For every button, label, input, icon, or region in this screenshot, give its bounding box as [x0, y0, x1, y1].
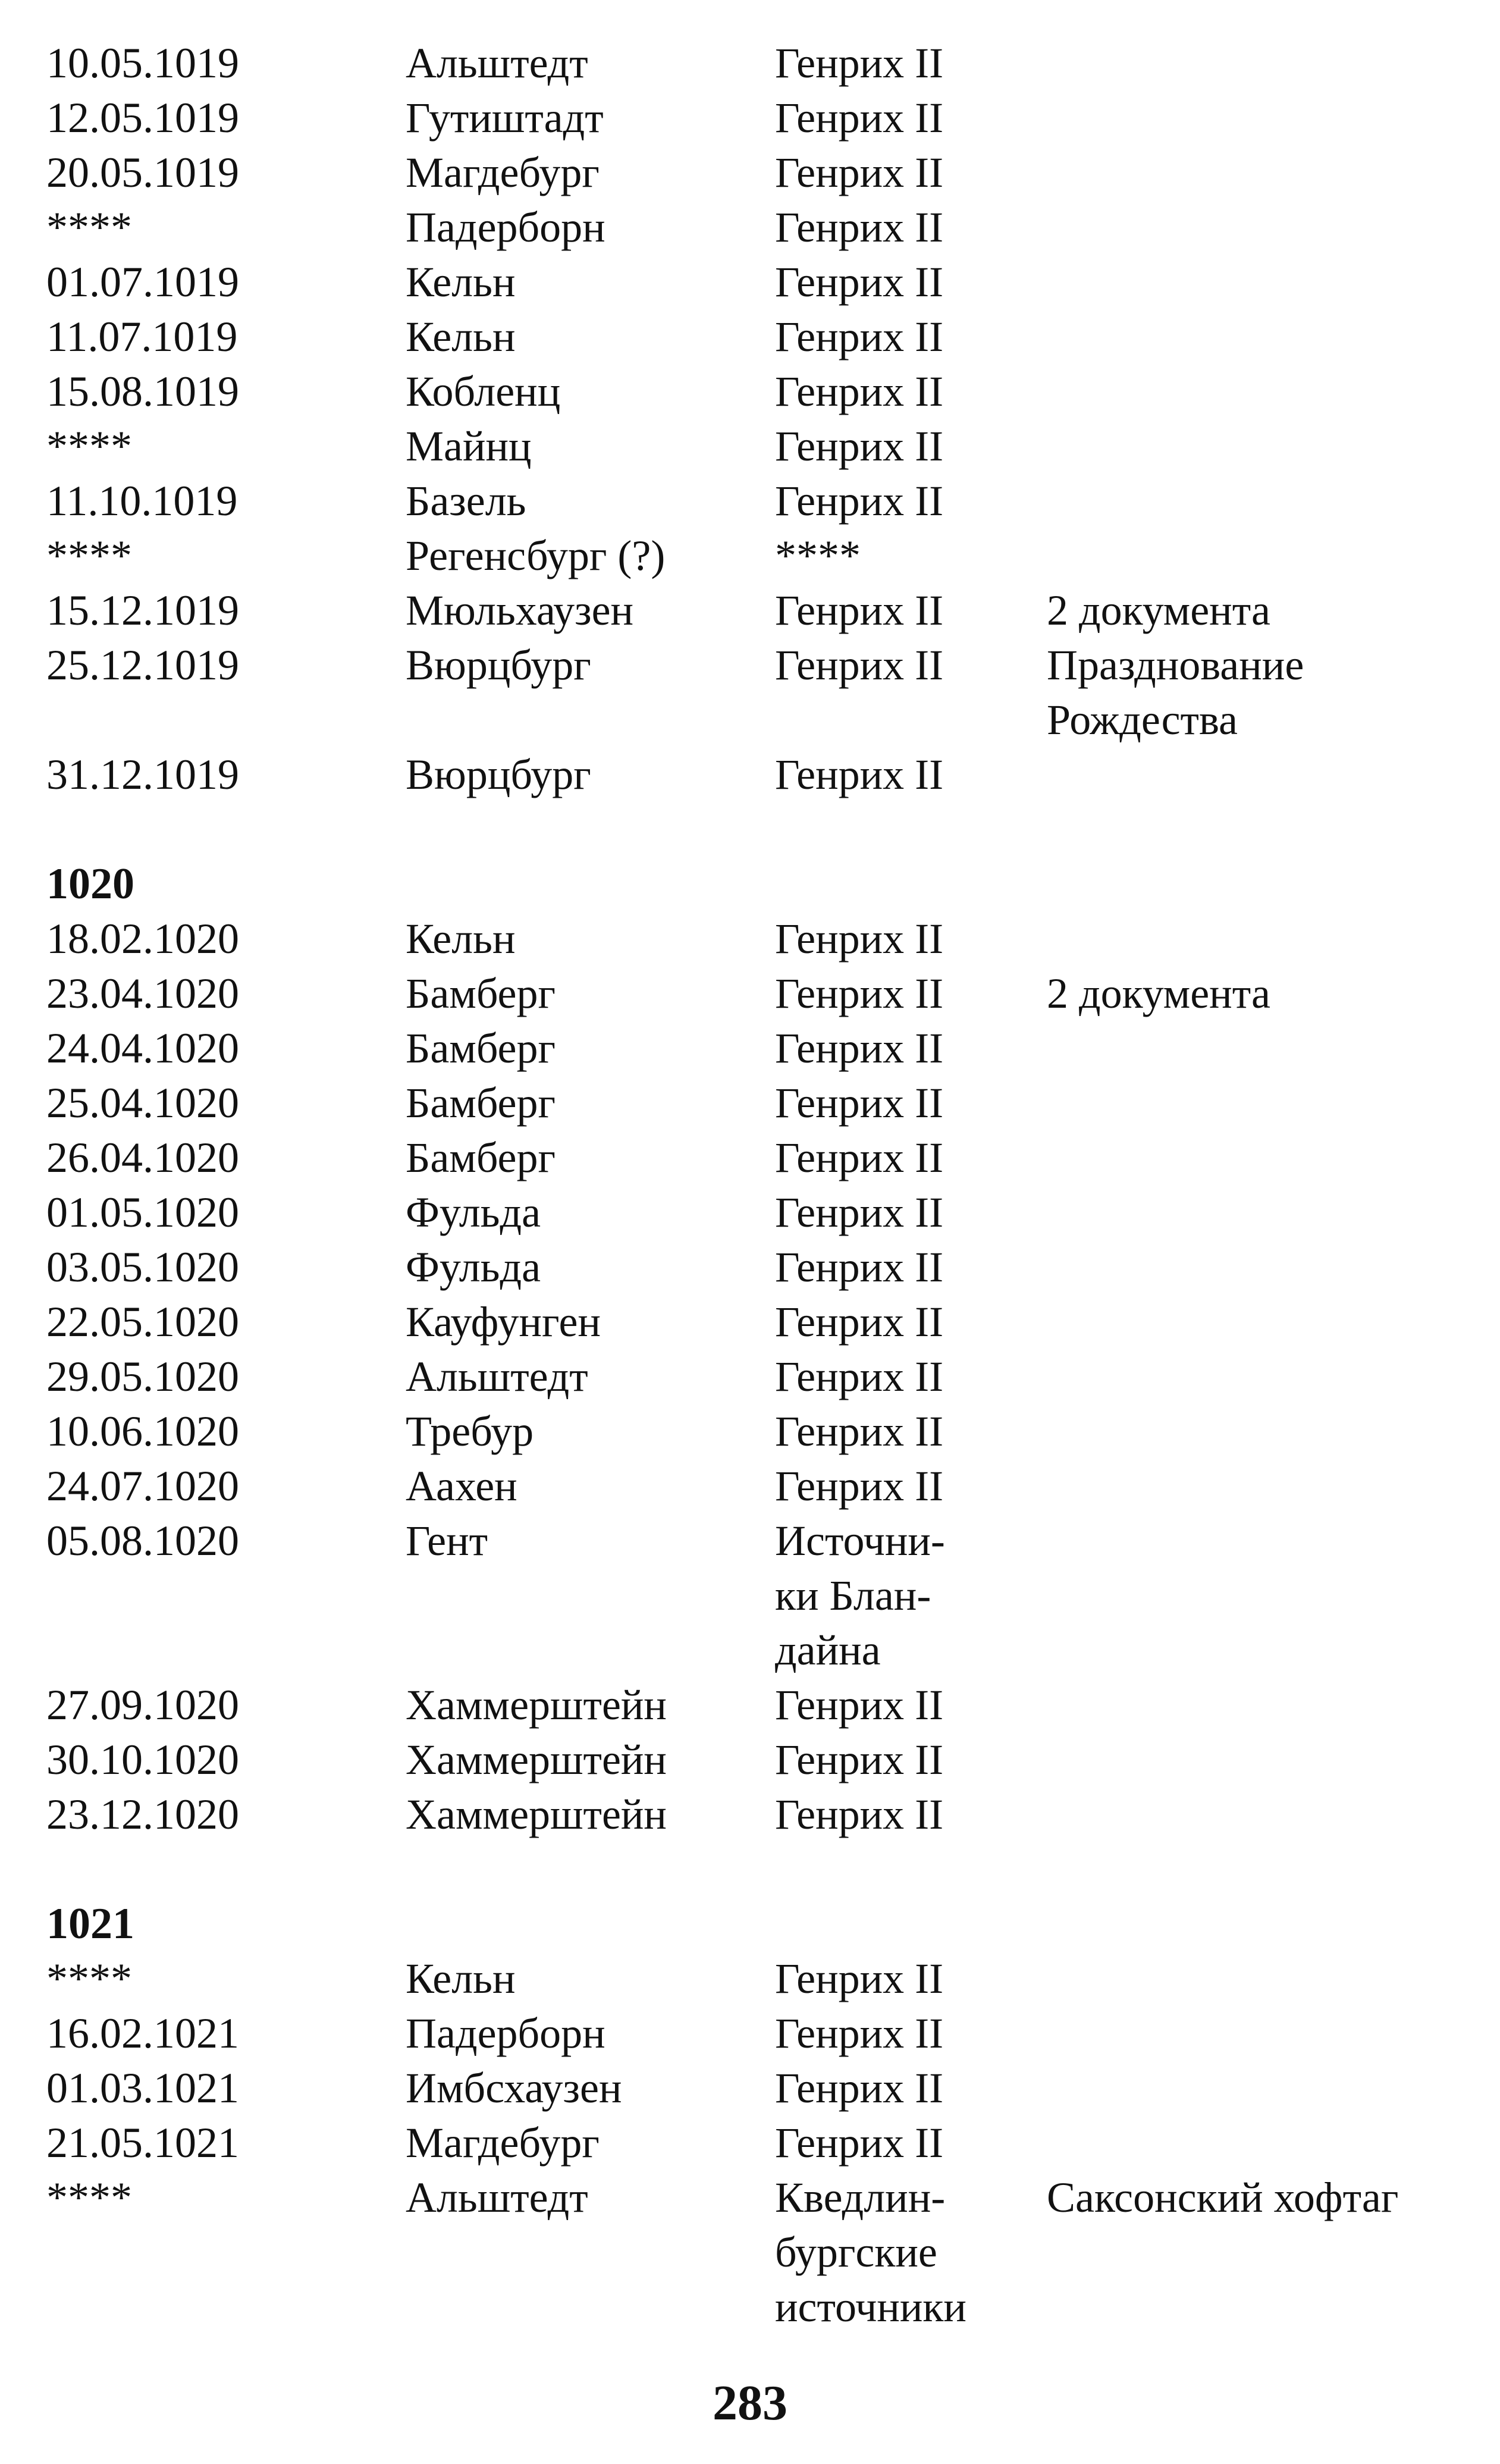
row-date: 10.06.1020 [46, 1407, 239, 1455]
row-source: Генрих II [775, 477, 944, 525]
row-place: Гутиштадт [406, 94, 604, 142]
itinerary-row [0, 2170, 1500, 2334]
row-source: Генрих II [775, 751, 944, 798]
row-date: 30.10.1020 [46, 1736, 239, 1783]
row-date: **** [46, 422, 132, 470]
itinerary-row [0, 747, 1500, 802]
row-date: 01.03.1021 [46, 2064, 239, 2112]
row-source: Кведлин- бургские источники [775, 2174, 966, 2331]
row-date: 20.05.1019 [46, 149, 239, 196]
row-date: **** [46, 2174, 132, 2221]
row-date: 27.09.1020 [46, 1681, 239, 1729]
row-source: Генрих II [775, 1079, 944, 1127]
itinerary-row [0, 364, 1500, 419]
itinerary-row [0, 1513, 1500, 1678]
row-place: Имбсхаузен [406, 2064, 622, 2112]
itinerary-row [0, 638, 1500, 747]
row-source: Генрих II [775, 149, 944, 196]
row-date: 25.12.1019 [46, 641, 239, 689]
row-source: Генрих II [775, 1407, 944, 1455]
itinerary-row [0, 474, 1500, 528]
row-note: 2 документа [1047, 970, 1270, 1017]
itinerary-row [0, 1404, 1500, 1459]
row-date: 25.04.1020 [46, 1079, 239, 1127]
row-place: Кельн [406, 313, 516, 360]
itinerary-row [0, 1459, 1500, 1513]
row-place: Фульда [406, 1189, 541, 1236]
row-date: 22.05.1020 [46, 1298, 239, 1346]
row-date: 26.04.1020 [46, 1134, 239, 1181]
row-date: 23.04.1020 [46, 970, 239, 1017]
itinerary-row [0, 911, 1500, 966]
row-source: Генрих II [775, 368, 944, 415]
row-source: Генрих II [775, 1243, 944, 1291]
itinerary-row [0, 145, 1500, 200]
row-note: 2 документа [1047, 587, 1270, 634]
row-date: 31.12.1019 [46, 751, 239, 798]
itinerary-row [0, 966, 1500, 1021]
row-date: **** [46, 203, 132, 251]
year-heading: 1021 [46, 1899, 134, 1948]
itinerary-row [0, 1678, 1500, 1732]
row-source: Генрих II [775, 587, 944, 634]
itinerary-row [0, 1294, 1500, 1349]
row-place: Альштедт [406, 39, 588, 87]
row-source: Генрих II [775, 2064, 944, 2112]
itinerary-row [0, 255, 1500, 309]
row-source: Генрих II [775, 1298, 944, 1346]
row-place: Бамберг [406, 1134, 556, 1181]
row-source: Генрих II [775, 1955, 944, 2002]
itinerary-row [0, 528, 1500, 583]
row-source: Генрих II [775, 641, 944, 689]
itinerary-row [0, 583, 1500, 638]
itinerary-row [0, 1732, 1500, 1787]
row-place: Аахен [406, 1462, 517, 1510]
row-place: Хаммерштейн [406, 1681, 667, 1729]
year-heading: 1020 [46, 860, 134, 908]
row-source: Генрих II [775, 1462, 944, 1510]
row-place: Магдебург [406, 149, 600, 196]
row-date: 03.05.1020 [46, 1243, 239, 1291]
itinerary-row [0, 1349, 1500, 1404]
row-date: 01.05.1020 [46, 1189, 239, 1236]
row-place: Падерборн [406, 203, 605, 251]
row-date: 05.08.1020 [46, 1517, 239, 1565]
itinerary-row [0, 2006, 1500, 2061]
itinerary-row [0, 1076, 1500, 1130]
row-source: Генрих II [775, 915, 944, 963]
row-date: 24.04.1020 [46, 1024, 239, 1072]
row-source: Генрих II [775, 1134, 944, 1181]
row-source: Генрих II [775, 1681, 944, 1729]
row-place: Кауфунген [406, 1298, 601, 1346]
itinerary-row [0, 1185, 1500, 1240]
row-date: **** [46, 1955, 132, 2002]
row-note: Празднование Рождества [1047, 641, 1304, 744]
row-date: 10.05.1019 [46, 39, 239, 87]
row-place: Базель [406, 477, 526, 525]
row-place: Бамберг [406, 1079, 556, 1127]
row-note: Саксонский хофтаг [1047, 2174, 1399, 2221]
itinerary-row [0, 2061, 1500, 2115]
row-source: Генрих II [775, 1024, 944, 1072]
row-date: 24.07.1020 [46, 1462, 239, 1510]
itinerary-row [0, 1240, 1500, 1294]
row-place: Вюрцбург [406, 641, 591, 689]
row-date: 01.07.1019 [46, 258, 239, 306]
itinerary-row [0, 1130, 1500, 1185]
itinerary-row [0, 309, 1500, 364]
row-place: Хаммерштейн [406, 1736, 667, 1783]
row-place: Хаммерштейн [406, 1791, 667, 1838]
row-source: Генрих II [775, 1353, 944, 1400]
row-date: 29.05.1020 [46, 1353, 239, 1400]
row-place: Магдебург [406, 2119, 600, 2167]
row-date: 11.10.1019 [46, 477, 238, 525]
row-date: 18.02.1020 [46, 915, 239, 963]
row-source: Генрих II [775, 2010, 944, 2057]
row-source: **** [775, 532, 861, 579]
row-source: Генрих II [775, 1791, 944, 1838]
row-source: Генрих II [775, 1736, 944, 1783]
row-place: Вюрцбург [406, 751, 591, 798]
itinerary-row [0, 1021, 1500, 1076]
row-date: 23.12.1020 [46, 1791, 239, 1838]
row-source: Генрих II [775, 39, 944, 87]
row-place: Кельн [406, 258, 516, 306]
row-place: Мюльхаузен [406, 587, 634, 634]
row-date: 15.12.1019 [46, 587, 239, 634]
row-place: Фульда [406, 1243, 541, 1291]
row-date: 12.05.1019 [46, 94, 239, 142]
row-place: Альштедт [406, 2174, 588, 2221]
row-place: Бамберг [406, 970, 556, 1017]
itinerary-row [0, 36, 1500, 90]
row-place: Кельн [406, 915, 516, 963]
page-number: 283 [713, 2375, 787, 2431]
row-place: Гент [406, 1517, 488, 1565]
row-date: 11.07.1019 [46, 313, 238, 360]
row-date: 16.02.1021 [46, 2010, 239, 2057]
row-place: Требур [406, 1407, 534, 1455]
row-place: Кельн [406, 1955, 516, 2002]
row-place: Альштедт [406, 1353, 588, 1400]
row-source: Источни- ки Блан- дайна [775, 1517, 945, 1674]
row-source: Генрих II [775, 203, 944, 251]
row-source: Генрих II [775, 258, 944, 306]
row-date: **** [46, 532, 132, 579]
row-place: Бамберг [406, 1024, 556, 1072]
itinerary-row [0, 419, 1500, 474]
row-place: Регенсбург (?) [406, 532, 666, 579]
itinerary-row [0, 1787, 1500, 1842]
itinerary-row [0, 2115, 1500, 2170]
row-place: Кобленц [406, 368, 561, 415]
row-date: 21.05.1021 [46, 2119, 239, 2167]
row-source: Генрих II [775, 2119, 944, 2167]
itinerary-row [0, 90, 1500, 145]
row-source: Генрих II [775, 422, 944, 470]
row-date: 15.08.1019 [46, 368, 239, 415]
itinerary-row [0, 1951, 1500, 2006]
row-source: Генрих II [775, 94, 944, 142]
row-place: Падерборн [406, 2010, 605, 2057]
row-place: Майнц [406, 422, 532, 470]
row-source: Генрих II [775, 1189, 944, 1236]
row-source: Генрих II [775, 970, 944, 1017]
itinerary-row [0, 200, 1500, 255]
row-source: Генрих II [775, 313, 944, 360]
